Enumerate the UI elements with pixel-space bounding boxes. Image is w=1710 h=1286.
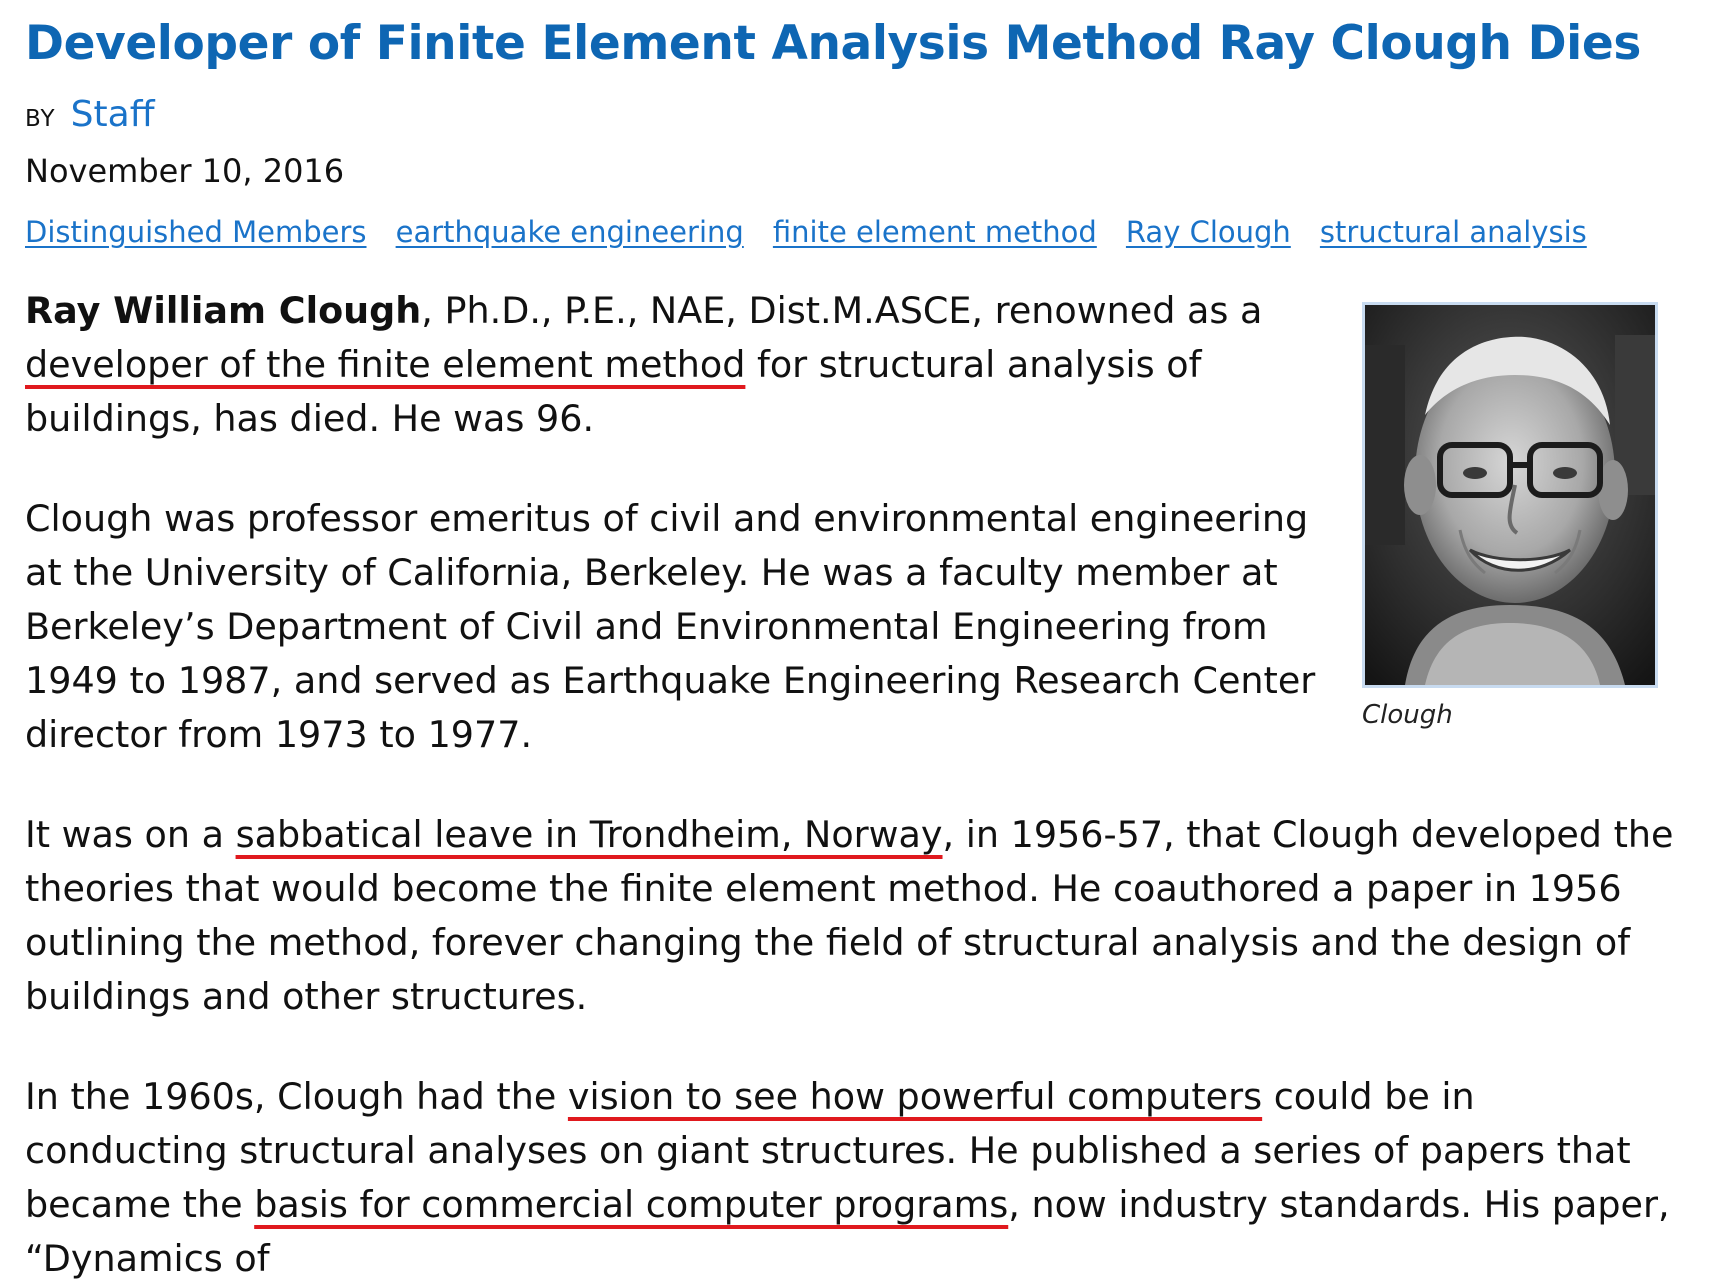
subject-name: Ray William Clough xyxy=(25,289,422,332)
highlight-finite-element: developer of the finite element method xyxy=(25,343,746,386)
paragraph-1-text-b: for structural analysis of buildings, has died. He was 96. xyxy=(25,343,1202,440)
paragraph-1-text-a: , Ph.D., P.E., NAE, Dist.M.ASCE, renowned as a xyxy=(421,289,1263,332)
publish-date: November 10, 2016 xyxy=(25,152,345,190)
portrait-caption: Clough xyxy=(1362,700,1453,730)
byline-label: BY xyxy=(25,106,56,132)
paragraph-3 xyxy=(25,808,1685,1024)
author-link[interactable]: Staff xyxy=(70,94,155,135)
tag-link-earthquake-engineering[interactable]: earthquake engineering xyxy=(395,215,744,249)
paragraph-2: Clough was professor emeritus of civil and environmental engineering at the University of California, Berkeley. He was a faculty member at Berkeley’s Department of Civil and Environmental Engineering from 1949 to 1987, and served as Earthquake Engineering Research Center director from 1973 to 1977. xyxy=(25,497,1316,756)
portrait-figure xyxy=(1362,302,1658,732)
paragraph-1 xyxy=(25,284,1325,446)
highlight-commercial-programs: basis for commercial computer programs xyxy=(254,1183,1009,1226)
portrait-image xyxy=(1365,305,1655,685)
tag-link-ray-clough[interactable]: Ray Clough xyxy=(1125,215,1291,249)
paragraph-3-text-a: It was on a xyxy=(25,813,236,856)
paragraph-4 xyxy=(25,1070,1685,1286)
paragraph-4-text-c: , now industry standards. His paper, “Dynamics of xyxy=(25,1183,1670,1280)
article-body xyxy=(25,284,1685,1286)
tag-link-distinguished-members[interactable]: Distinguished Members xyxy=(25,215,367,249)
paragraph-3-text-b: , in 1956-57, that Clough developed the theories that would become the finite element method. He coauthored a paper in 1956 outlining the method, forever changing the field of structural analysis and the design of buildings and other structures. xyxy=(25,813,1674,1018)
highlight-computers: vision to see how powerful computers xyxy=(567,1075,1263,1118)
article-page xyxy=(25,10,1685,1280)
tag-link-structural-analysis[interactable]: structural analysis xyxy=(1319,215,1587,249)
highlight-sabbatical: sabbatical leave in Trondheim, Norway xyxy=(235,813,943,856)
tag-list xyxy=(25,210,1685,254)
tag-link-finite-element-method[interactable]: finite element method xyxy=(772,215,1097,249)
article-headline: Developer of Finite Element Analysis Method Ray Clough Dies xyxy=(25,16,1641,71)
paragraph-4-text-a: In the 1960s, Clough had the xyxy=(25,1075,568,1118)
paragraph-4-text-b: could be in conducting structural analyses on giant structures. He published a series of papers that became the xyxy=(25,1075,1631,1226)
byline xyxy=(25,92,1685,138)
portrait-photo xyxy=(1362,302,1658,688)
